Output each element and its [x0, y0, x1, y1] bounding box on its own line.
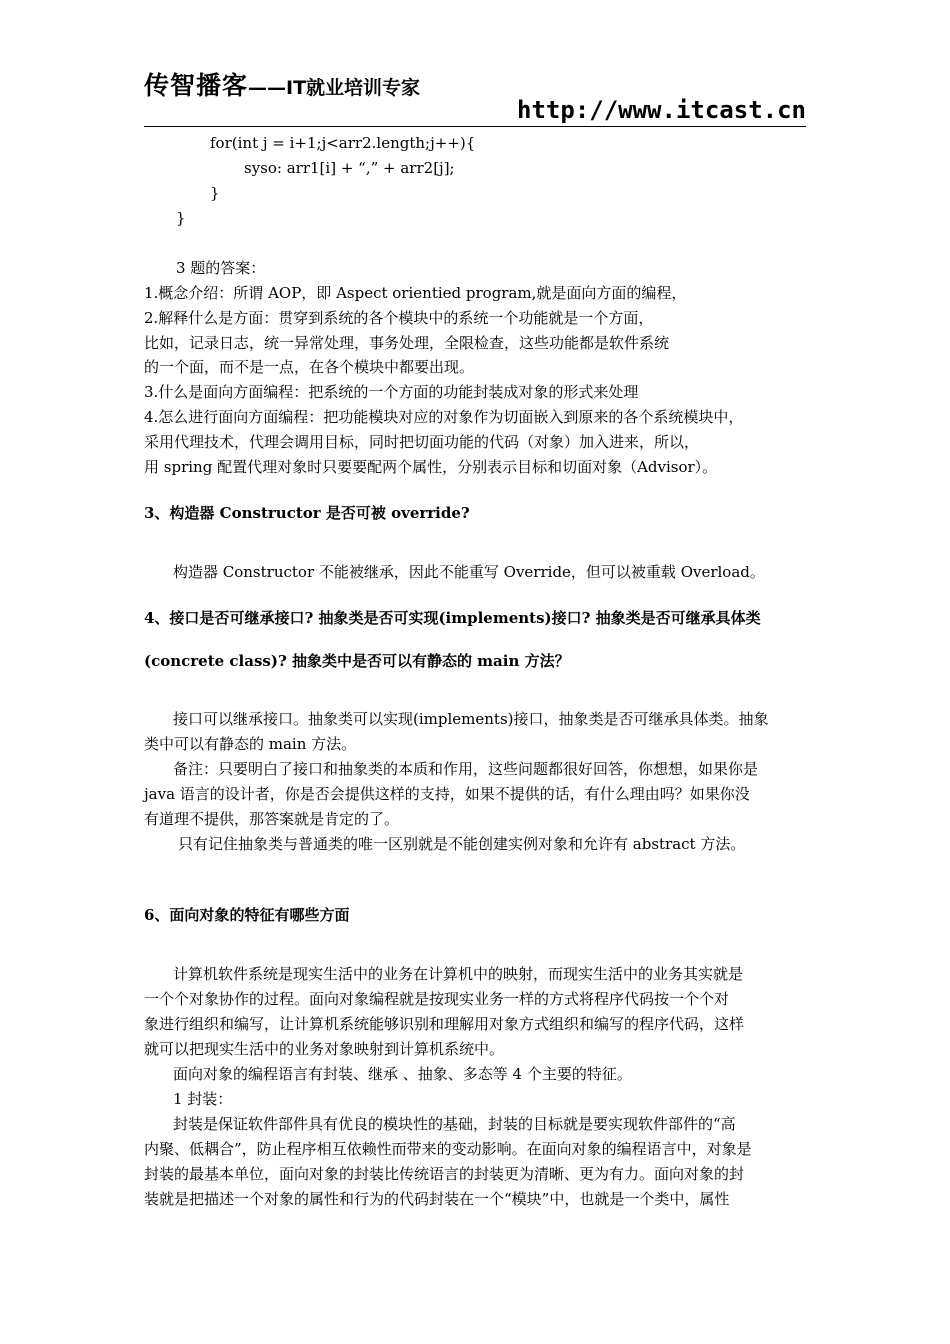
q4-answer-line: 接口可以继承接口。抽象类可以实现(implements)接口，抽象类是否可继承具体类。抽象	[173, 710, 769, 728]
answer3-line: 3.什么是面向方面编程：把系统的一个方面的功能封装成对象的形式来处理	[144, 383, 639, 401]
q4-answer-line: 只有记住抽象类与普通类的唯一区别就是不能创建实例对象和允许有 abstract 方法。	[178, 835, 746, 853]
header-divider	[144, 126, 806, 127]
q3-answer: 构造器 Constructor 不能被继承，因此不能重写 Override，但可以被重载 Overload。	[173, 563, 765, 581]
answer3-line: 比如，记录日志，统一异常处理，事务处理，全限检查，这些功能都是软件系统	[144, 334, 670, 352]
q6-line: 计算机软件系统是现实生活中的业务在计算机中的映射，而现实生活中的业务其实就是	[173, 965, 744, 983]
q6-line: 面向对象的编程语言有封装、继承 、抽象、多态等 4 个主要的特征。	[173, 1065, 632, 1083]
code-line: for(int j = i+1;j<arr2.length;j++){	[210, 134, 476, 152]
q4-answer-line: java 语言的设计者，你是否会提供这样的支持，如果不提供的话，有什么理由吗？如果你没	[144, 785, 750, 803]
q4-title-cont: (concrete class)? 抽象类中是否可以有静态的 main 方法？	[144, 652, 570, 670]
answer3-heading: 3 题的答案：	[176, 259, 266, 277]
answer3-line: 4.怎么进行面向方面编程：把功能模块对应的对象作为切面嵌入到原来的各个系统模块中，	[144, 408, 744, 426]
q4-answer-line: 类中可以有静态的 main 方法。	[144, 735, 357, 753]
code-line: }	[210, 184, 220, 202]
answer3-line: 用 spring 配置代理对象时只要要配两个属性，分别表示目标和切面对象（Advisor）。	[144, 458, 718, 476]
brand-tagline: ——IT就业培训专家	[248, 77, 421, 99]
answer3-line: 2.解释什么是方面：贯穿到系统的各个模块中的系统一个功能就是一个方面，	[144, 309, 654, 327]
q6-line: 内聚、低耦合”，防止程序相互依赖性而带来的变动影响。在面向对象的编程语言中，对象是	[144, 1140, 752, 1158]
header-url[interactable]: http://www.itcast.cn	[517, 96, 806, 124]
q3-title: 3、构造器 Constructor 是否可被 override?	[144, 504, 470, 522]
answer3-line: 的一个面，而不是一点，在各个模块中都要出现。	[144, 358, 475, 376]
q6-line: 一个个对象协作的过程。面向对象编程就是按现实业务一样的方式将程序代码按一个个对	[144, 990, 730, 1008]
brand-name: 传智播客	[144, 71, 249, 100]
answer3-line: 采用代理技术，代理会调用目标，同时把切面功能的代码（对象）加入进来，所以，	[144, 433, 700, 451]
code-line: }	[176, 209, 186, 227]
q4-title: 4、接口是否可继承接口? 抽象类是否可实现(implements)接口? 抽象类是否可继承具体类	[144, 609, 761, 627]
q4-answer-line: 备注：只要明白了接口和抽象类的本质和作用，这些问题都很好回答，你想想，如果你是	[173, 760, 759, 778]
q6-line: 封装是保证软件部件具有优良的模块性的基础，封装的目标就是要实现软件部件的“高	[173, 1115, 736, 1133]
q6-line: 装就是把描述一个对象的属性和行为的代码封装在一个“模块”中，也就是一个类中，属性	[144, 1190, 730, 1208]
q4-answer-line: 有道理不提供，那答案就是肯定的了。	[144, 810, 400, 828]
q6-title: 6、面向对象的特征有哪些方面	[144, 906, 350, 924]
header-brand	[144, 66, 420, 102]
q6-line: 封装的最基本单位，面向对象的封装比传统语言的封装更为清晰、更为有力。面向对象的封	[144, 1165, 745, 1183]
q6-line: 1 封装：	[173, 1090, 233, 1108]
answer3-line: 1.概念介绍：所谓 AOP，即 Aspect orientied program,就是面向方面的编程，	[144, 284, 687, 302]
code-line: syso: arr1[i] + “,” + arr2[j];	[244, 159, 455, 177]
q6-line: 就可以把现实生活中的业务对象映射到计算机系统中。	[144, 1040, 505, 1058]
q6-line: 象进行组织和编写，让计算机系统能够识别和理解用对象方式组织和编写的程序代码，这样	[144, 1015, 745, 1033]
